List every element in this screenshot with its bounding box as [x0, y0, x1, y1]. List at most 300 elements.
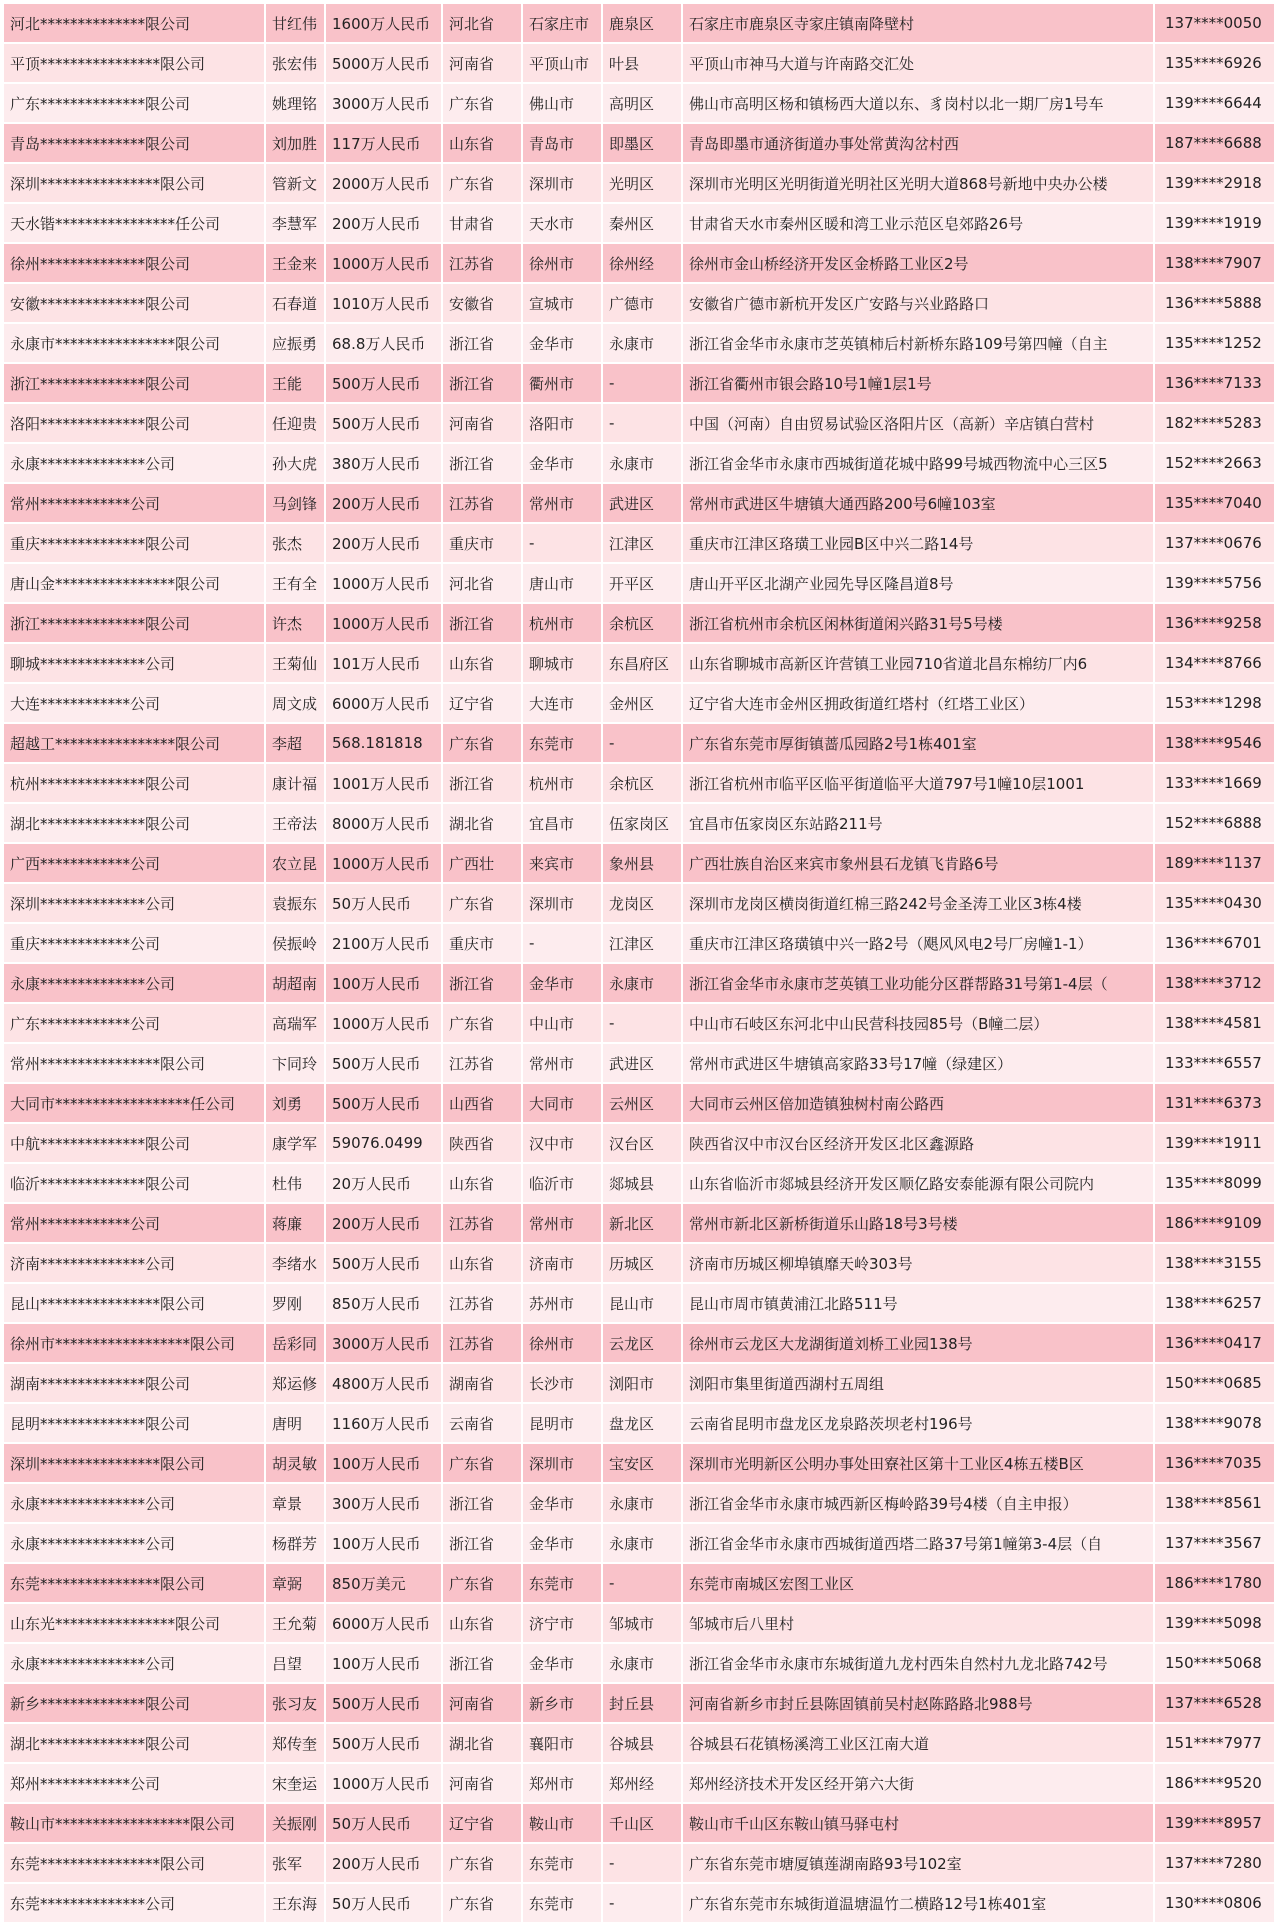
phone-cell: 135****0430: [1155, 884, 1276, 924]
capital-cell: 3000万人民币: [326, 84, 443, 124]
legal-rep-cell: 杜伟: [266, 1164, 326, 1204]
capital-cell: 20万人民币: [326, 1164, 443, 1204]
address-cell: 山东省临沂市郯城县经济开发区顺亿路安泰能源有限公司院内: [683, 1164, 1155, 1204]
district-cell: -: [603, 1884, 683, 1924]
address-cell: 常州市武进区牛塘镇高家路33号17幢（绿建区）: [683, 1044, 1155, 1084]
city-cell: 青岛市: [523, 124, 603, 164]
address-cell: 济南市历城区柳埠镇靡天岭303号: [683, 1244, 1155, 1284]
capital-cell: 1600万人民币: [326, 4, 443, 44]
address-cell: 浙江省杭州市临平区临平街道临平大道797号1幢10层1001: [683, 764, 1155, 804]
address-cell: 甘肃省天水市秦州区暖和湾工业示范区皂郊路26号: [683, 204, 1155, 244]
company-name-cell: 永康**************公司: [4, 444, 266, 484]
province-cell: 广东省: [443, 724, 523, 764]
province-cell: 浙江省: [443, 324, 523, 364]
company-name-cell: 平顶****************限公司: [4, 44, 266, 84]
table-row: [4, 1484, 1276, 1524]
address-cell: 中国（河南）自由贸易试验区洛阳片区（高新）辛店镇白营村: [683, 404, 1155, 444]
table-row: [4, 284, 1276, 324]
phone-cell: 186****9520: [1155, 1764, 1276, 1804]
address-cell: 浙江省杭州市余杭区闲林街道闲兴路31号5号楼: [683, 604, 1155, 644]
district-cell: 东昌府区: [603, 644, 683, 684]
table-row: [4, 444, 1276, 484]
capital-cell: 1000万人民币: [326, 244, 443, 284]
phone-cell: 134****8766: [1155, 644, 1276, 684]
phone-cell: 139****1911: [1155, 1124, 1276, 1164]
table-row: [4, 804, 1276, 844]
company-name-cell: 新乡**************限公司: [4, 1684, 266, 1724]
phone-cell: 150****5068: [1155, 1644, 1276, 1684]
company-name-cell: 广西************公司: [4, 844, 266, 884]
city-cell: 佛山市: [523, 84, 603, 124]
table-row: [4, 1084, 1276, 1124]
table-row: [4, 884, 1276, 924]
city-cell: 天水市: [523, 204, 603, 244]
table-row: [4, 364, 1276, 404]
table-row: [4, 924, 1276, 964]
address-cell: 河南省新乡市封丘县陈固镇前吴村赵陈路路北988号: [683, 1684, 1155, 1724]
province-cell: 江苏省: [443, 1284, 523, 1324]
address-cell: 云南省昆明市盘龙区龙泉路茨坝老村196号: [683, 1404, 1155, 1444]
district-cell: 云州区: [603, 1084, 683, 1124]
district-cell: 永康市: [603, 1644, 683, 1684]
legal-rep-cell: 李超: [266, 724, 326, 764]
district-cell: 叶县: [603, 44, 683, 84]
legal-rep-cell: 吕望: [266, 1644, 326, 1684]
company-name-cell: 天水锴****************任公司: [4, 204, 266, 244]
capital-cell: 380万人民币: [326, 444, 443, 484]
capital-cell: 101万人民币: [326, 644, 443, 684]
capital-cell: 500万人民币: [326, 1044, 443, 1084]
company-name-cell: 湖北**************限公司: [4, 804, 266, 844]
district-cell: 秦州区: [603, 204, 683, 244]
city-cell: 常州市: [523, 1204, 603, 1244]
district-cell: 即墨区: [603, 124, 683, 164]
table-row: [4, 1364, 1276, 1404]
district-cell: 武进区: [603, 484, 683, 524]
legal-rep-cell: 胡超南: [266, 964, 326, 1004]
capital-cell: 1000万人民币: [326, 1004, 443, 1044]
city-cell: 济宁市: [523, 1604, 603, 1644]
district-cell: 云龙区: [603, 1324, 683, 1364]
capital-cell: 300万人民币: [326, 1484, 443, 1524]
district-cell: 邹城市: [603, 1604, 683, 1644]
legal-rep-cell: 唐明: [266, 1404, 326, 1444]
phone-cell: 136****0417: [1155, 1324, 1276, 1364]
address-cell: 陕西省汉中市汉台区经济开发区北区鑫源路: [683, 1124, 1155, 1164]
capital-cell: 1000万人民币: [326, 604, 443, 644]
capital-cell: 5000万人民币: [326, 44, 443, 84]
capital-cell: 200万人民币: [326, 204, 443, 244]
table-row: [4, 1644, 1276, 1684]
district-cell: 郑州经: [603, 1764, 683, 1804]
legal-rep-cell: 王金来: [266, 244, 326, 284]
address-cell: 浙江省金华市永康市东城街道九龙村西朱自然村九龙北路742号: [683, 1644, 1155, 1684]
capital-cell: 100万人民币: [326, 1524, 443, 1564]
province-cell: 河北省: [443, 4, 523, 44]
address-cell: 安徽省广德市新杭开发区广安路与兴业路路口: [683, 284, 1155, 324]
capital-cell: 1000万人民币: [326, 564, 443, 604]
district-cell: 宝安区: [603, 1444, 683, 1484]
province-cell: 浙江省: [443, 604, 523, 644]
table-row: [4, 764, 1276, 804]
capital-cell: 500万人民币: [326, 364, 443, 404]
company-name-cell: 昆山****************限公司: [4, 1284, 266, 1324]
address-cell: 郑州经济技术开发区经开第六大街: [683, 1764, 1155, 1804]
legal-rep-cell: 张习友: [266, 1684, 326, 1724]
phone-cell: 138****4581: [1155, 1004, 1276, 1044]
company-name-cell: 东莞****************限公司: [4, 1564, 266, 1604]
address-cell: 浙江省衢州市银会路10号1幢1层1号: [683, 364, 1155, 404]
province-cell: 江苏省: [443, 1044, 523, 1084]
legal-rep-cell: 王菊仙: [266, 644, 326, 684]
district-cell: 永康市: [603, 324, 683, 364]
province-cell: 河南省: [443, 44, 523, 84]
district-cell: -: [603, 1844, 683, 1884]
table-row: [4, 724, 1276, 764]
phone-cell: 152****2663: [1155, 444, 1276, 484]
address-cell: 深圳市光明新区公明办事处田寮社区第十工业区4栋五楼B区: [683, 1444, 1155, 1484]
company-name-cell: 超越工****************限公司: [4, 724, 266, 764]
province-cell: 浙江省: [443, 364, 523, 404]
city-cell: 唐山市: [523, 564, 603, 604]
phone-cell: 138****8561: [1155, 1484, 1276, 1524]
city-cell: 金华市: [523, 1524, 603, 1564]
legal-rep-cell: 刘加胜: [266, 124, 326, 164]
district-cell: -: [603, 364, 683, 404]
table-row: [4, 404, 1276, 444]
legal-rep-cell: 宋奎运: [266, 1764, 326, 1804]
company-name-cell: 唐山金****************限公司: [4, 564, 266, 604]
capital-cell: 6000万人民币: [326, 1604, 443, 1644]
province-cell: 重庆市: [443, 924, 523, 964]
district-cell: 广德市: [603, 284, 683, 324]
address-cell: 中山市石岐区东河北中山民营科技园85号（B幢二层）: [683, 1004, 1155, 1044]
table-row: [4, 1404, 1276, 1444]
city-cell: 大连市: [523, 684, 603, 724]
address-cell: 广西壮族自治区来宾市象州县石龙镇飞肯路6号: [683, 844, 1155, 884]
city-cell: 东莞市: [523, 1844, 603, 1884]
address-cell: 佛山市高明区杨和镇杨西大道以东、豸岗村以北一期厂房1号车: [683, 84, 1155, 124]
district-cell: 余杭区: [603, 764, 683, 804]
table-row: [4, 524, 1276, 564]
city-cell: 金华市: [523, 964, 603, 1004]
district-cell: 伍家岗区: [603, 804, 683, 844]
city-cell: 金华市: [523, 444, 603, 484]
province-cell: 浙江省: [443, 1644, 523, 1684]
table-row: [4, 1004, 1276, 1044]
phone-cell: 138****9078: [1155, 1404, 1276, 1444]
table-row: [4, 644, 1276, 684]
legal-rep-cell: 张杰: [266, 524, 326, 564]
province-cell: 广东省: [443, 164, 523, 204]
table-row: [4, 1604, 1276, 1644]
legal-rep-cell: 管新文: [266, 164, 326, 204]
district-cell: 昆山市: [603, 1284, 683, 1324]
company-name-cell: 永康**************公司: [4, 964, 266, 1004]
capital-cell: 2100万人民币: [326, 924, 443, 964]
table-row: [4, 1324, 1276, 1364]
city-cell: -: [523, 524, 603, 564]
company-name-cell: 永康**************公司: [4, 1524, 266, 1564]
company-name-cell: 大同市******************任公司: [4, 1084, 266, 1124]
legal-rep-cell: 高瑞军: [266, 1004, 326, 1044]
city-cell: 郑州市: [523, 1764, 603, 1804]
phone-cell: 139****8957: [1155, 1804, 1276, 1844]
address-cell: 深圳市光明区光明街道光明社区光明大道868号新地中央办公楼: [683, 164, 1155, 204]
province-cell: 陕西省: [443, 1124, 523, 1164]
province-cell: 广东省: [443, 1004, 523, 1044]
capital-cell: 200万人民币: [326, 1844, 443, 1884]
table-row: [4, 4, 1276, 44]
district-cell: 汉台区: [603, 1124, 683, 1164]
district-cell: 金州区: [603, 684, 683, 724]
province-cell: 浙江省: [443, 1524, 523, 1564]
company-name-cell: 广东**************限公司: [4, 84, 266, 124]
city-cell: 金华市: [523, 324, 603, 364]
capital-cell: 568.181818: [326, 724, 443, 764]
legal-rep-cell: 罗刚: [266, 1284, 326, 1324]
legal-rep-cell: 卞同玲: [266, 1044, 326, 1084]
district-cell: 江津区: [603, 924, 683, 964]
city-cell: 衢州市: [523, 364, 603, 404]
district-cell: 龙岗区: [603, 884, 683, 924]
address-cell: 常州市武进区牛塘镇大通西路200号6幢103室: [683, 484, 1155, 524]
capital-cell: 50万人民币: [326, 884, 443, 924]
capital-cell: 100万人民币: [326, 964, 443, 1004]
legal-rep-cell: 李慧军: [266, 204, 326, 244]
district-cell: 封丘县: [603, 1684, 683, 1724]
table-row: [4, 1204, 1276, 1244]
legal-rep-cell: 郑运修: [266, 1364, 326, 1404]
company-name-cell: 深圳**************公司: [4, 884, 266, 924]
province-cell: 河北省: [443, 564, 523, 604]
company-name-cell: 重庆**************限公司: [4, 524, 266, 564]
district-cell: 永康市: [603, 964, 683, 1004]
legal-rep-cell: 王东海: [266, 1884, 326, 1924]
district-cell: 徐州经: [603, 244, 683, 284]
address-cell: 谷城县石花镇杨溪湾工业区江南大道: [683, 1724, 1155, 1764]
phone-cell: 186****1780: [1155, 1564, 1276, 1604]
city-cell: 东莞市: [523, 1884, 603, 1924]
province-cell: 河南省: [443, 1684, 523, 1724]
province-cell: 云南省: [443, 1404, 523, 1444]
phone-cell: 135****7040: [1155, 484, 1276, 524]
table-row: [4, 564, 1276, 604]
province-cell: 山东省: [443, 124, 523, 164]
legal-rep-cell: 张宏伟: [266, 44, 326, 84]
city-cell: 平顶山市: [523, 44, 603, 84]
company-name-cell: 永康市****************限公司: [4, 324, 266, 364]
address-cell: 山东省聊城市高新区许营镇工业园710省道北昌东棉纺厂内6: [683, 644, 1155, 684]
legal-rep-cell: 杨群芳: [266, 1524, 326, 1564]
table-row: [4, 1884, 1276, 1924]
city-cell: 常州市: [523, 484, 603, 524]
legal-rep-cell: 关振刚: [266, 1804, 326, 1844]
phone-cell: 138****9546: [1155, 724, 1276, 764]
city-cell: 杭州市: [523, 764, 603, 804]
district-cell: 永康市: [603, 1484, 683, 1524]
province-cell: 江苏省: [443, 1324, 523, 1364]
city-cell: 徐州市: [523, 1324, 603, 1364]
phone-cell: 150****0685: [1155, 1364, 1276, 1404]
company-name-cell: 聊城**************公司: [4, 644, 266, 684]
table-row: [4, 1164, 1276, 1204]
legal-rep-cell: 章弼: [266, 1564, 326, 1604]
province-cell: 湖南省: [443, 1364, 523, 1404]
province-cell: 江苏省: [443, 244, 523, 284]
company-name-cell: 湖南**************限公司: [4, 1364, 266, 1404]
legal-rep-cell: 王允菊: [266, 1604, 326, 1644]
province-cell: 广东省: [443, 1444, 523, 1484]
address-cell: 徐州市云龙区大龙湖街道刘桥工业园138号: [683, 1324, 1155, 1364]
capital-cell: 200万人民币: [326, 484, 443, 524]
city-cell: 长沙市: [523, 1364, 603, 1404]
legal-rep-cell: 岳彩同: [266, 1324, 326, 1364]
phone-cell: 136****7035: [1155, 1444, 1276, 1484]
phone-cell: 138****6257: [1155, 1284, 1276, 1324]
table-row: [4, 684, 1276, 724]
phone-cell: 139****1919: [1155, 204, 1276, 244]
capital-cell: 1160万人民币: [326, 1404, 443, 1444]
province-cell: 河南省: [443, 404, 523, 444]
phone-cell: 139****5098: [1155, 1604, 1276, 1644]
company-name-cell: 东莞**************公司: [4, 1884, 266, 1924]
table-row: [4, 1764, 1276, 1804]
phone-cell: 187****6688: [1155, 124, 1276, 164]
district-cell: 光明区: [603, 164, 683, 204]
phone-cell: 139****6644: [1155, 84, 1276, 124]
province-cell: 辽宁省: [443, 684, 523, 724]
capital-cell: 500万人民币: [326, 1684, 443, 1724]
phone-cell: 135****8099: [1155, 1164, 1276, 1204]
capital-cell: 200万人民币: [326, 524, 443, 564]
province-cell: 湖北省: [443, 804, 523, 844]
table-row: [4, 1684, 1276, 1724]
company-name-cell: 重庆************公司: [4, 924, 266, 964]
district-cell: 武进区: [603, 1044, 683, 1084]
address-cell: 宜昌市伍家岗区东站路211号: [683, 804, 1155, 844]
company-name-cell: 深圳****************限公司: [4, 1444, 266, 1484]
district-cell: 永康市: [603, 444, 683, 484]
province-cell: 浙江省: [443, 1484, 523, 1524]
table-row: [4, 84, 1276, 124]
table-row: [4, 244, 1276, 284]
province-cell: 广东省: [443, 1884, 523, 1924]
company-name-cell: 东莞****************限公司: [4, 1844, 266, 1884]
capital-cell: 50万人民币: [326, 1804, 443, 1844]
legal-rep-cell: 侯振岭: [266, 924, 326, 964]
province-cell: 山西省: [443, 1084, 523, 1124]
province-cell: 浙江省: [443, 444, 523, 484]
address-cell: 青岛即墨市通济街道办事处常黄沟岔村西: [683, 124, 1155, 164]
capital-cell: 2000万人民币: [326, 164, 443, 204]
table-row: [4, 1444, 1276, 1484]
company-name-cell: 昆明**************限公司: [4, 1404, 266, 1444]
legal-rep-cell: 许杰: [266, 604, 326, 644]
legal-rep-cell: 农立昆: [266, 844, 326, 884]
capital-cell: 1010万人民币: [326, 284, 443, 324]
table-row: [4, 1724, 1276, 1764]
address-cell: 大同市云州区倍加造镇独树村南公路西: [683, 1084, 1155, 1124]
table-row: [4, 1564, 1276, 1604]
legal-rep-cell: 甘红伟: [266, 4, 326, 44]
city-cell: 宣城市: [523, 284, 603, 324]
company-name-cell: 湖北**************限公司: [4, 1724, 266, 1764]
address-cell: 重庆市江津区珞璜镇中兴一路2号（飓风风电2号厂房幢1-1）: [683, 924, 1155, 964]
legal-rep-cell: 应振勇: [266, 324, 326, 364]
table-row: [4, 1284, 1276, 1324]
phone-cell: 182****5283: [1155, 404, 1276, 444]
city-cell: 常州市: [523, 1044, 603, 1084]
table-row: [4, 44, 1276, 84]
district-cell: 江津区: [603, 524, 683, 564]
legal-rep-cell: 张军: [266, 1844, 326, 1884]
district-cell: 浏阳市: [603, 1364, 683, 1404]
phone-cell: 138****7907: [1155, 244, 1276, 284]
company-name-cell: 徐州**************限公司: [4, 244, 266, 284]
company-name-cell: 鞍山市******************限公司: [4, 1804, 266, 1844]
phone-cell: 137****7280: [1155, 1844, 1276, 1884]
province-cell: 山东省: [443, 1604, 523, 1644]
city-cell: 济南市: [523, 1244, 603, 1284]
city-cell: 临沂市: [523, 1164, 603, 1204]
address-cell: 常州市新北区新桥街道乐山路18号3号楼: [683, 1204, 1155, 1244]
province-cell: 重庆市: [443, 524, 523, 564]
district-cell: -: [603, 724, 683, 764]
address-cell: 广东省东莞市塘厦镇莲湖南路93号102室: [683, 1844, 1155, 1884]
city-cell: 宜昌市: [523, 804, 603, 844]
legal-rep-cell: 石春道: [266, 284, 326, 324]
company-name-cell: 常州****************限公司: [4, 1044, 266, 1084]
city-cell: 东莞市: [523, 724, 603, 764]
address-cell: 东莞市南城区宏图工业区: [683, 1564, 1155, 1604]
address-cell: 石家庄市鹿泉区寺家庄镇南降壁村: [683, 4, 1155, 44]
city-cell: 汉中市: [523, 1124, 603, 1164]
capital-cell: 500万人民币: [326, 404, 443, 444]
district-cell: 余杭区: [603, 604, 683, 644]
province-cell: 浙江省: [443, 764, 523, 804]
province-cell: 广东省: [443, 84, 523, 124]
capital-cell: 1000万人民币: [326, 1764, 443, 1804]
company-name-cell: 浙江**************限公司: [4, 364, 266, 404]
table-row: [4, 604, 1276, 644]
province-cell: 湖北省: [443, 1724, 523, 1764]
address-cell: 浙江省金华市永康市城西新区梅岭路39号4楼（自主申报）: [683, 1484, 1155, 1524]
city-cell: 深圳市: [523, 1444, 603, 1484]
company-name-cell: 郑州************公司: [4, 1764, 266, 1804]
table-row: [4, 1844, 1276, 1884]
company-name-cell: 广东************公司: [4, 1004, 266, 1044]
city-cell: 深圳市: [523, 884, 603, 924]
district-cell: -: [603, 404, 683, 444]
province-cell: 山东省: [443, 1244, 523, 1284]
legal-rep-cell: 王能: [266, 364, 326, 404]
district-cell: 永康市: [603, 1524, 683, 1564]
province-cell: 广西壮: [443, 844, 523, 884]
capital-cell: 500万人民币: [326, 1084, 443, 1124]
city-cell: 中山市: [523, 1004, 603, 1044]
capital-cell: 68.8万人民币: [326, 324, 443, 364]
company-name-cell: 常州************公司: [4, 1204, 266, 1244]
address-cell: 鞍山市千山区东鞍山镇马驿屯村: [683, 1804, 1155, 1844]
table-row: [4, 324, 1276, 364]
city-cell: 东莞市: [523, 1564, 603, 1604]
phone-cell: 136****7133: [1155, 364, 1276, 404]
table-row: [4, 844, 1276, 884]
legal-rep-cell: 任迎贵: [266, 404, 326, 444]
city-cell: 深圳市: [523, 164, 603, 204]
company-name-cell: 临沂**************限公司: [4, 1164, 266, 1204]
